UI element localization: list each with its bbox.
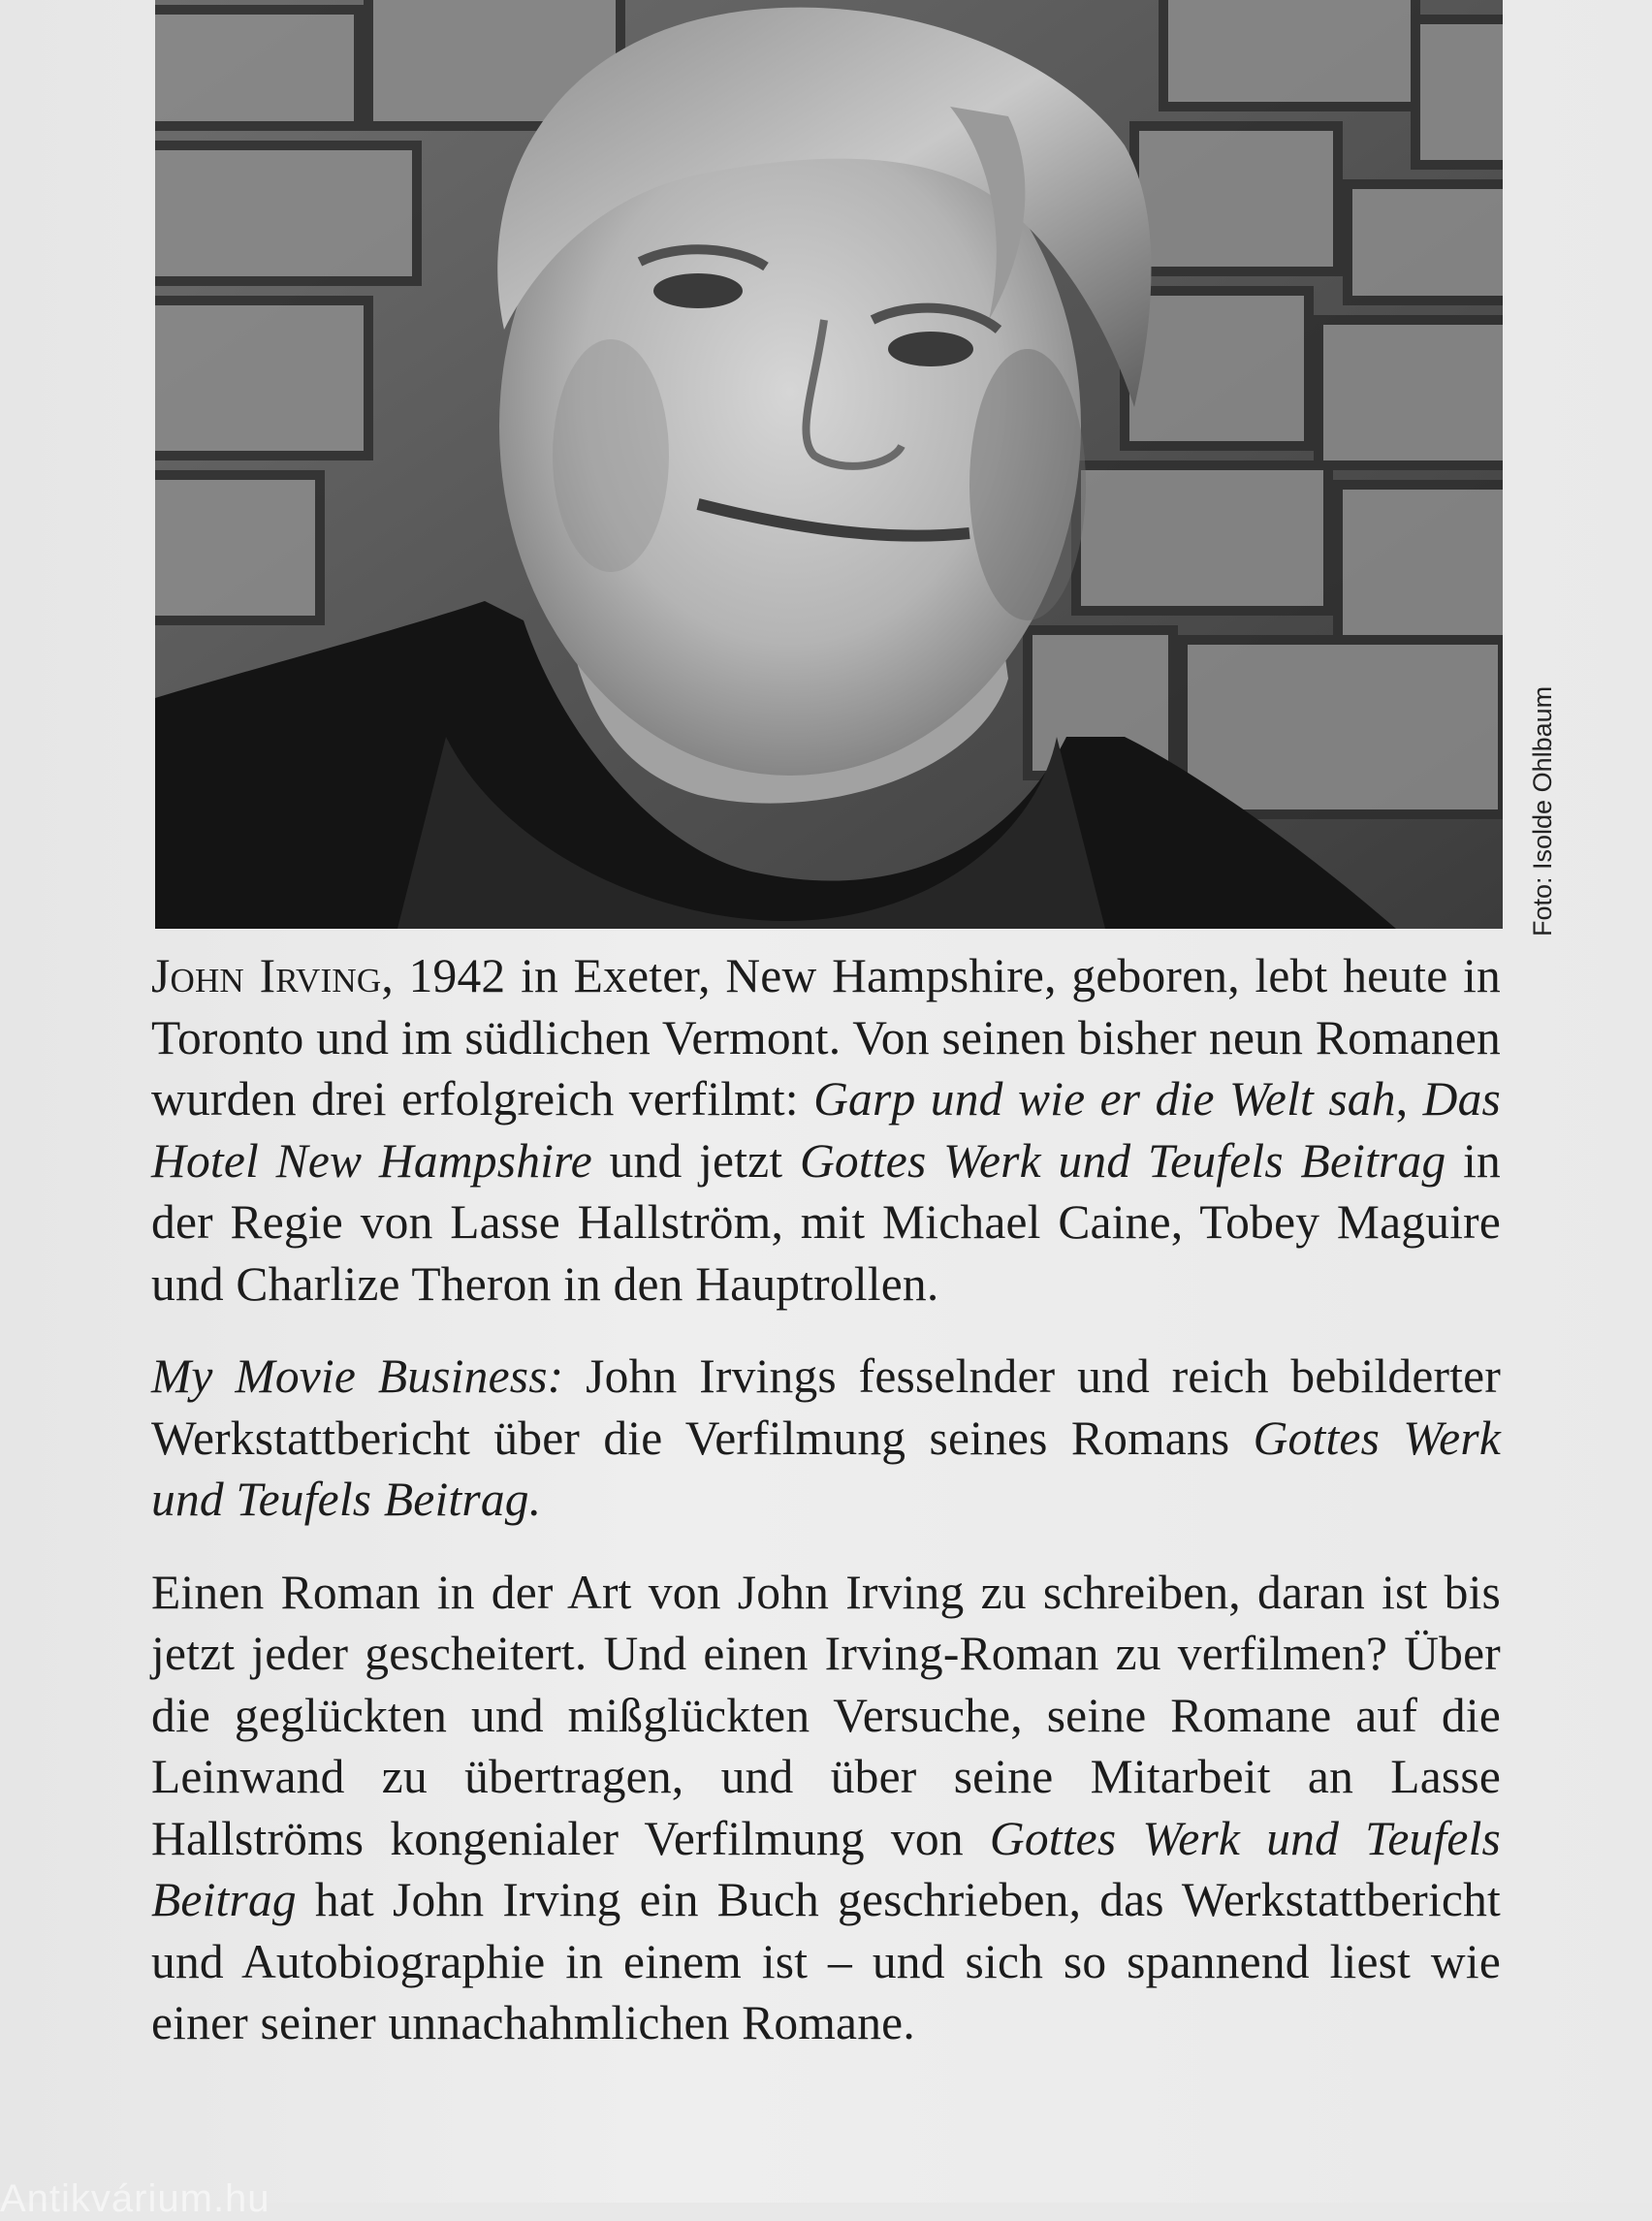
book-description	[151, 1346, 1501, 1531]
bio-text-1: , 1942 in Exeter, New Hampshire, geboren, lebt heute in Toronto und im südlichen Vermont. Von seinen bisher neun Romanen wurden drei erfolgreich verfilmt:	[151, 949, 1501, 1126]
blurb-text-2: hat John Irving ein Buch geschrieben, das Werkstattbericht und Autobiographie in einem ist – und sich so spannend liest wie einer seiner unnachahmlichen Romane.	[151, 1873, 1501, 2049]
watermark: Antikvárium.hu	[0, 2177, 270, 2220]
blurb-novel-title: Gottes Werk und Teufels Beitrag	[151, 1811, 1501, 1926]
film-title-garp: Garp und wie er die Welt sah	[813, 1072, 1396, 1126]
author-bio	[151, 945, 1501, 1315]
book-title: My Movie Business:	[151, 1349, 564, 1403]
portrait-image	[155, 0, 1503, 929]
blurb	[151, 1562, 1501, 2054]
bio-text-2: und jetzt	[591, 1133, 800, 1188]
bio-separator: ,	[1395, 1072, 1423, 1126]
film-title-gottes-werk: Gottes Werk und Teufels Beitrag	[799, 1133, 1446, 1188]
author-photo	[155, 0, 1503, 929]
body-text	[151, 945, 1501, 2085]
photo-credit: Foto: Isolde Ohlbaum	[1528, 685, 1557, 936]
blurb-text-1: Einen Roman in der Art von John Irving zu schreiben, daran ist bis jetzt jeder gescheitert. Und einen Irving-Roman zu verfilmen? Über die geglückten und mißglückten Versuche, seine Romane auf die Leinwand zu übertragen, und über seine Mitarbeit an Lasse Hallströms kongenialer Verfilmung von	[151, 1565, 1501, 1865]
book-description-text: John Irvings fesselnder und reich bebilderter Werkstattbericht über die Verfilmung seines Romans	[151, 1349, 1502, 1465]
film-title-hotel: Das Hotel New Hampshire	[151, 1072, 1501, 1188]
novel-title: Gottes Werk und Teufels Beitrag.	[151, 1411, 1501, 1526]
author-name: John Irving	[151, 949, 382, 1002]
bio-text-3: in der Regie von Lasse Hallström, mit Michael Caine, Tobey Maguire und Charlize Theron in den Hauptrollen.	[151, 1133, 1501, 1311]
